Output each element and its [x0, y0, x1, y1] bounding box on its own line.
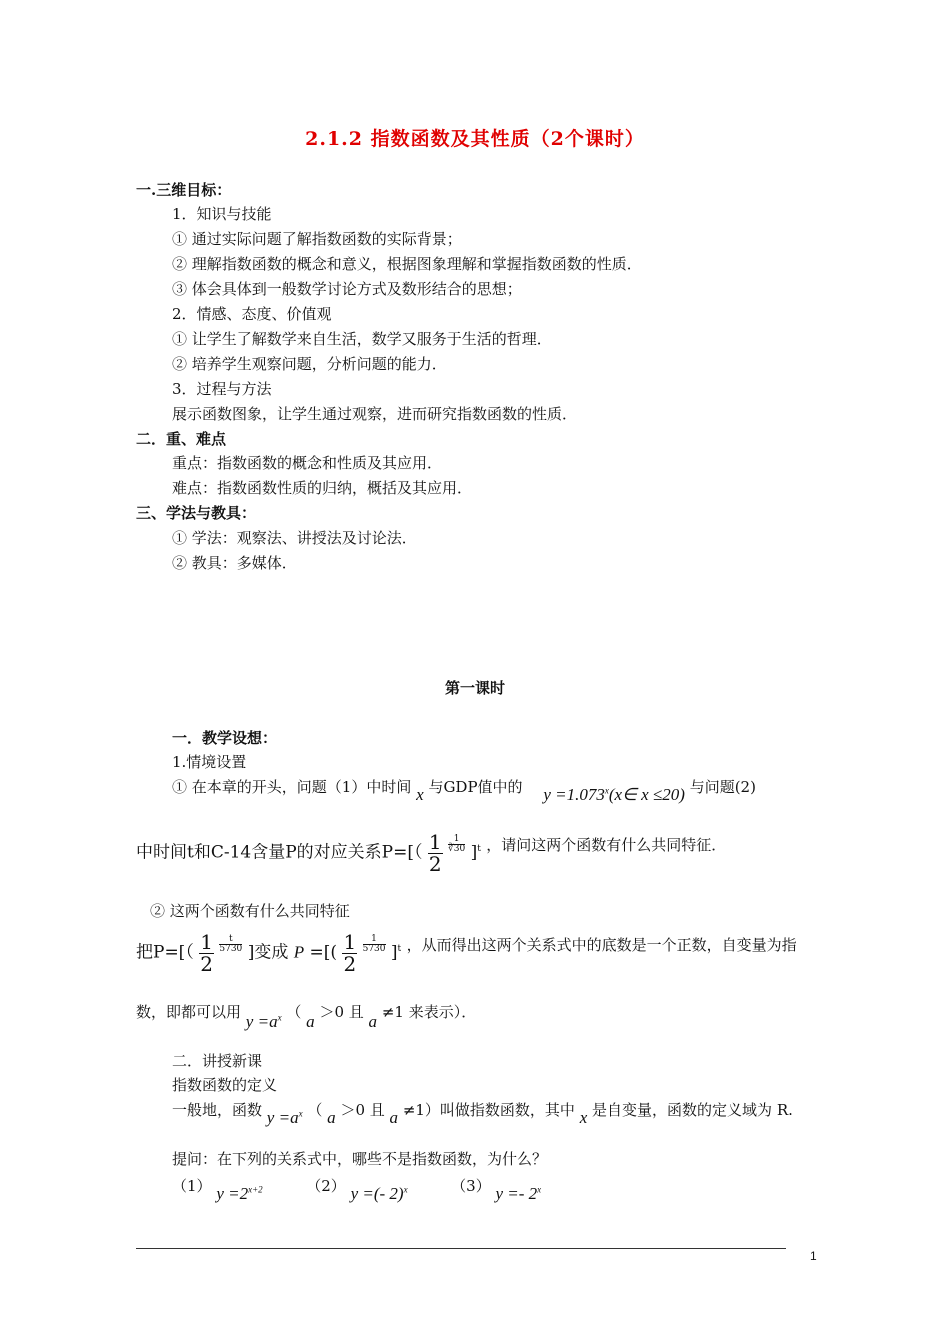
- objective-process-1: 展示函数图象，让学生通过观察，进而研究指数函数的性质．: [172, 405, 578, 423]
- paragraph-c14: 中时间t和C-14含量P的对应关系P=[（ $\frac{1}{2}$ $\frac{1}{∛30}$ ]$^t$ ，请问这两个函数有什么共同特征．: [136, 830, 727, 876]
- example-2-number: （2）: [306, 1177, 346, 1195]
- exponent-fraction: $\frac{1}{∛30}$: [448, 833, 466, 854]
- objective-knowledge: 1．知识与技能: [172, 205, 272, 223]
- paragraph-general-form: 数，即都可以用 $y =a^x$ （ a ＞0 且 a ≠1 来表示）．: [136, 1003, 477, 1031]
- example-1-number: （1）: [172, 1177, 212, 1195]
- objective-knowledge-3: ③ 体会具体到一般数学讨论方式及数形结合的思想；: [172, 280, 522, 298]
- definition-heading: 指数函数的定义: [172, 1076, 278, 1094]
- teaching-idea-heading: 一．教学设想：: [172, 729, 278, 747]
- difficult-point: 难点：指数函数性质的归纳，概括及其应用．: [172, 479, 473, 497]
- objective-knowledge-2: ② 理解指数函数的概念和意义，根据图象理解和掌握指数函数的性质．: [172, 255, 642, 273]
- objective-process: 3．过程与方法: [172, 380, 272, 398]
- objective-knowledge-1: ① 通过实际问题了解指数函数的实际背景；: [172, 230, 462, 248]
- paragraph-transform: 把P=[（ $\frac{1}{2}$ $\frac{t}{5730}$ ]变成 P =[( $\frac{1}{2}$ $\frac{1}{5730}$ ]$^t$ ，从而得出这两个关系式中的底数是一个正数，自变量为指: [136, 930, 797, 976]
- exponent-t-5730: $\frac{t}{5730}$: [219, 933, 243, 954]
- section-methods-heading: 三、学法与教具：: [136, 504, 257, 522]
- footer-divider: [136, 1248, 786, 1249]
- exponent-1-5730: $\frac{1}{5730}$: [362, 933, 386, 954]
- new-lesson-heading: 二．讲授新课: [172, 1052, 263, 1070]
- section-key-points-heading: 二．重、难点: [136, 430, 227, 448]
- example-1: $y =2^{x+2}$: [216, 1184, 263, 1203]
- objective-emotion-1: ① 让学生了解数学来自生活，数学又服务于生活的哲理．: [172, 330, 552, 348]
- key-point: 重点：指数函数的概念和性质及其应用．: [172, 454, 443, 472]
- section-objectives-heading: 一.三维目标：: [136, 181, 232, 199]
- situation-setting: 1.情境设置: [172, 753, 247, 771]
- paragraph-definition: 一般地，函数 $y =a^x$ （ a ＞0 且 a ≠1）叫做指数函数，其中 x 是自变量，函数的定义域为 R.: [172, 1101, 793, 1127]
- fraction-one-half-a: $\frac{1}{2}$: [200, 930, 213, 976]
- page-number: 1: [810, 1249, 817, 1263]
- paragraph-intro: ① 在本章的开头，问题（1）中时间 x 与GDP值中的 $y =1.073^x(x\in$ x ≤20) 与问题(2): [172, 778, 756, 804]
- example-list: [172, 1175, 542, 1203]
- method-tools: ② 教具：多媒体．: [172, 554, 297, 572]
- example-3-number: （3）: [451, 1177, 491, 1195]
- objective-emotion: 2．情感、态度、价值观: [172, 305, 332, 323]
- example-2: y =(- 2)$^x$: [350, 1184, 408, 1203]
- objective-emotion-2: ② 培养学生观察问题，分析问题的能力．: [172, 355, 447, 373]
- paragraph-common-feature: ② 这两个函数有什么共同特征: [150, 902, 350, 920]
- fraction-one-half-b: $\frac{1}{2}$: [343, 930, 357, 976]
- example-3: y =- 2$^x$: [495, 1184, 542, 1203]
- question-prompt: 提问：在下列的关系式中，哪些不是指数函数，为什么？: [172, 1150, 548, 1168]
- fraction-one-half: $\frac{1}{2}$: [428, 830, 442, 876]
- method-learning: ① 学法：观察法、讲授法及讨论法．: [172, 529, 417, 547]
- document-title: 2.1.2 指数函数及其性质（2个课时）: [305, 128, 645, 150]
- lesson-heading: 第一课时: [444, 679, 505, 697]
